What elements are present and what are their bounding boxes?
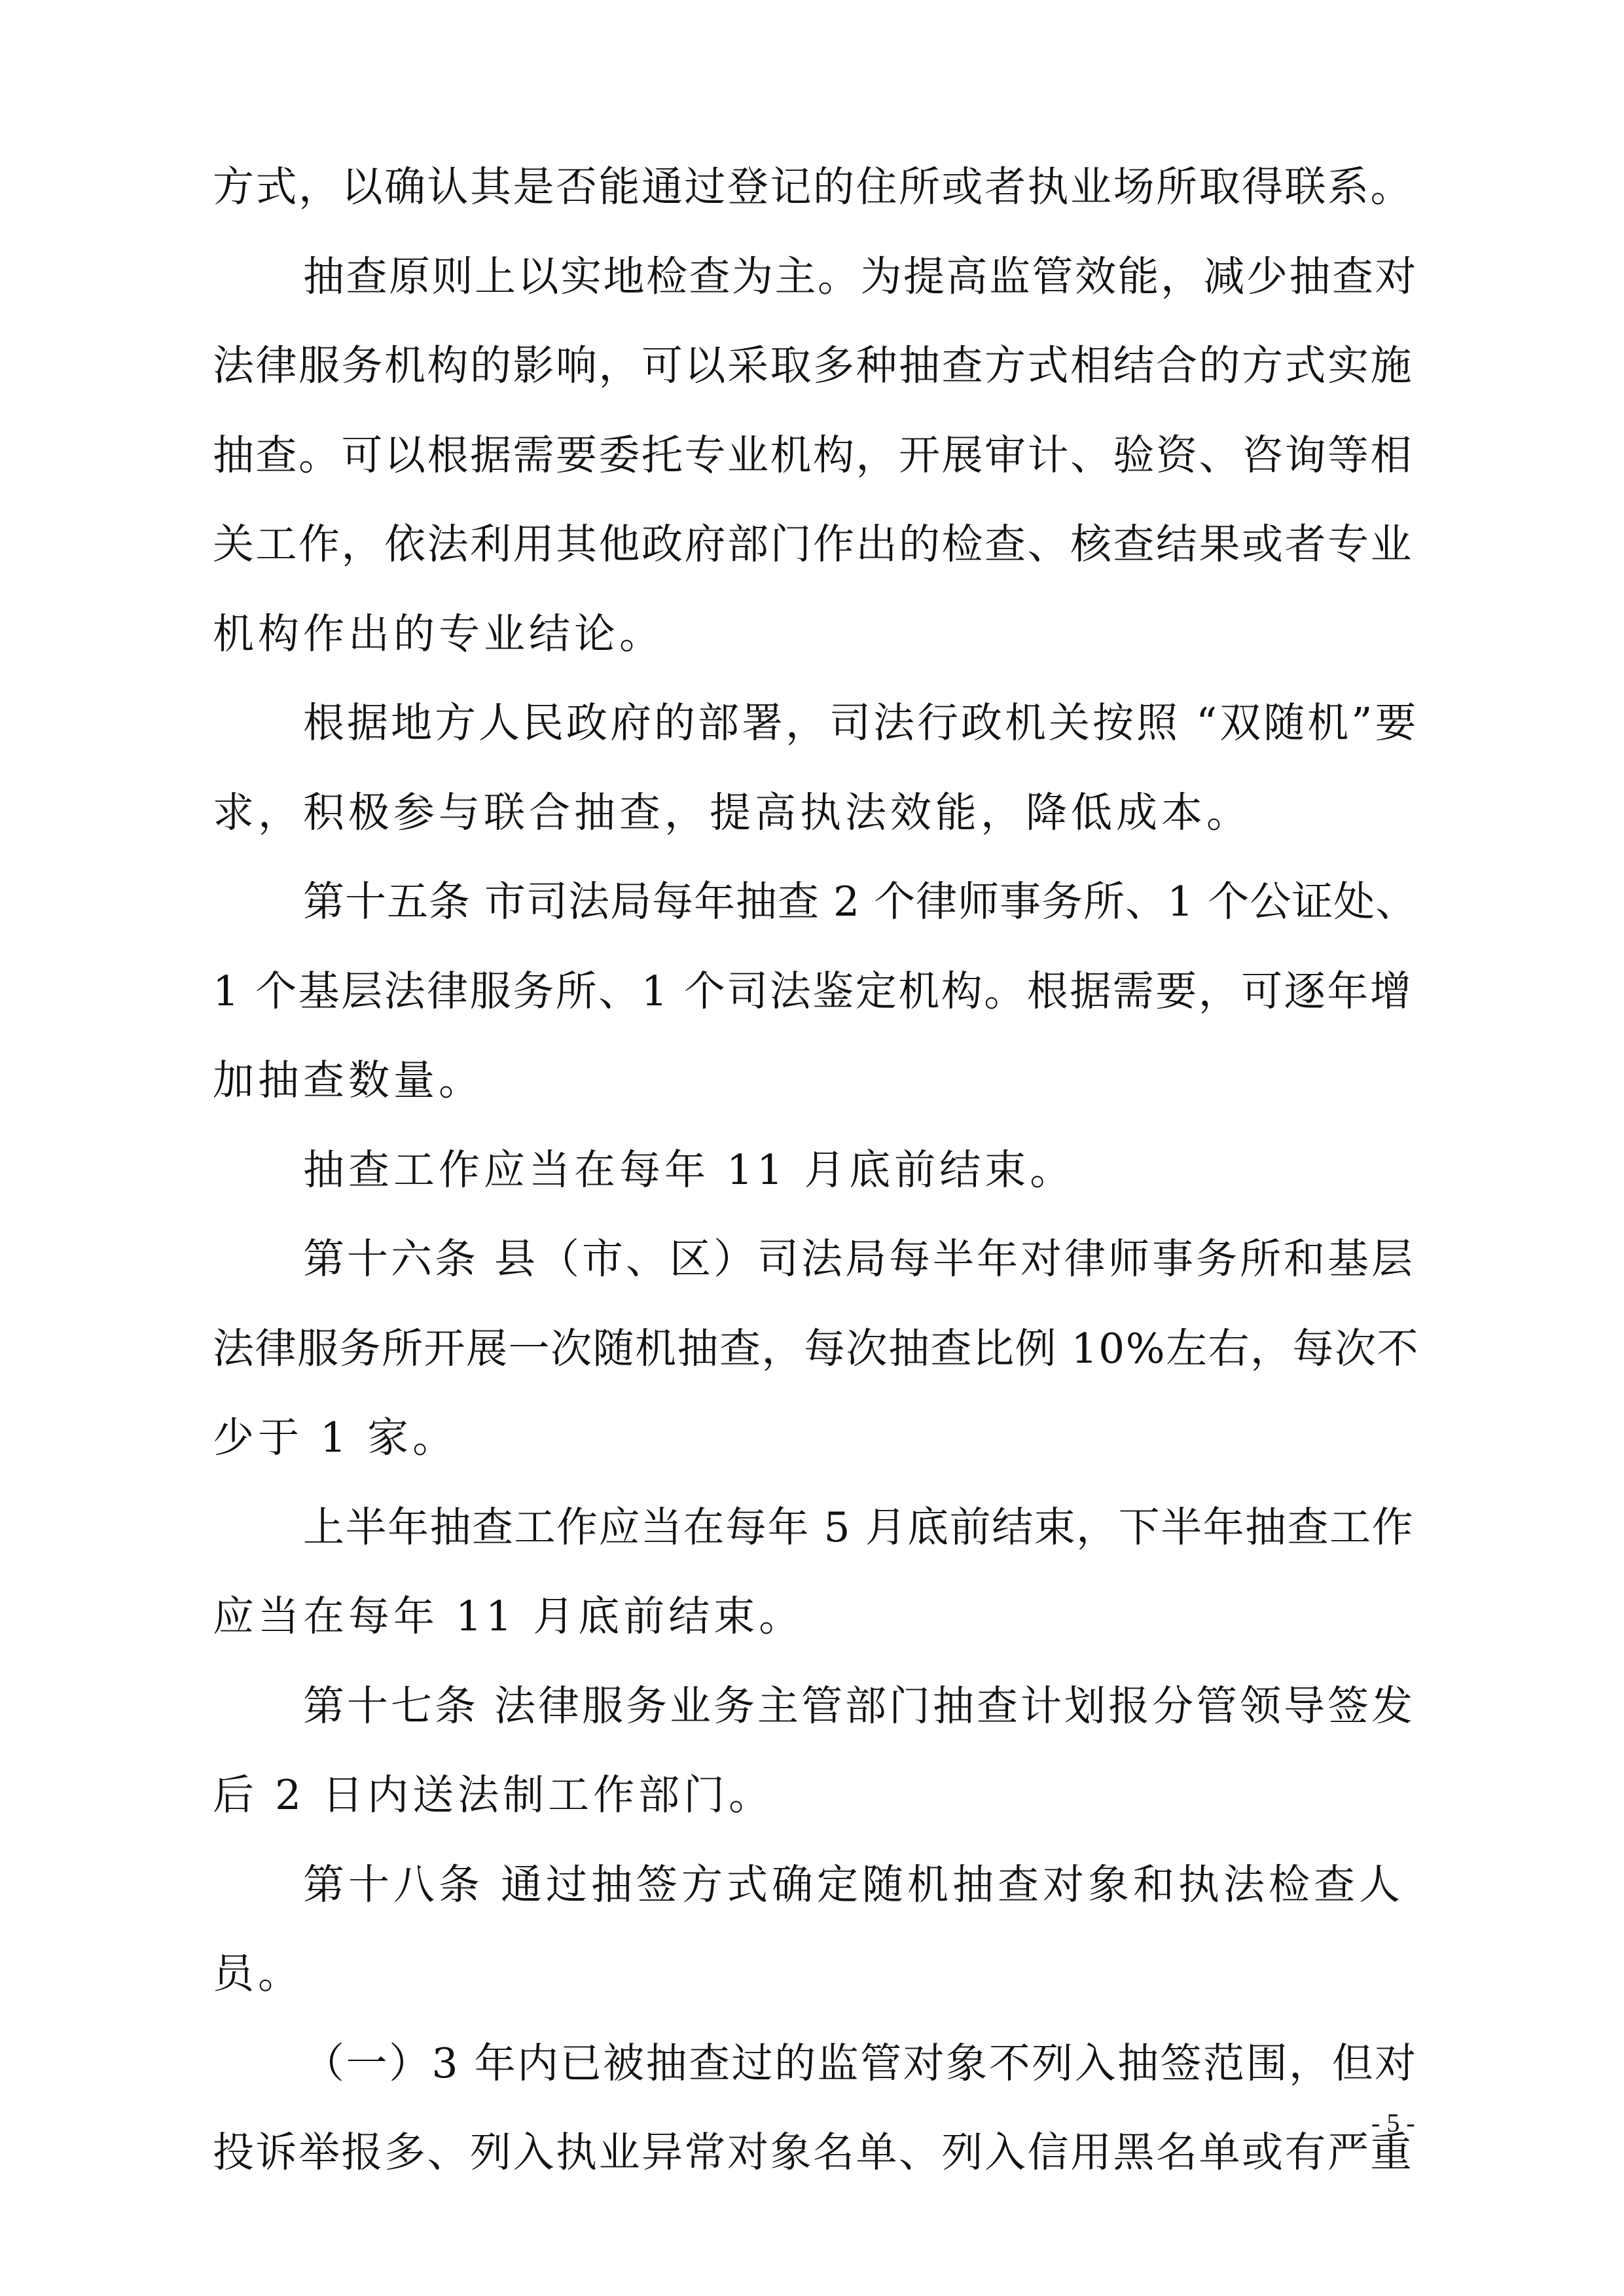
text-line: 求，积极参与联合抽查，提高执法效能，降低成本。 xyxy=(213,788,1252,836)
body-text xyxy=(213,143,1420,2198)
text-line: 抽查。可以根据需要委托专业机构，开展审计、验资、咨询等相 xyxy=(213,431,1413,479)
text-line: 机构作出的专业结论。 xyxy=(213,609,664,658)
text-line: 1 个基层法律服务所、1 个司法鉴定机构。根据需要，可逐年增 xyxy=(213,967,1413,1015)
text-line: 根据地方人民政府的部署，司法行政机关按照 “双随机”要 xyxy=(303,699,1419,747)
text-line: 后 2 日内送法制工作部门。 xyxy=(213,1771,774,1819)
text-line: 抽查工作应当在每年 11 月底前结束。 xyxy=(303,1145,1075,1194)
text-line: 第十七条 法律服务业务主管部门抽查计划报分管领导签发 xyxy=(303,1681,1416,1730)
text-line: 第十六条 县（市、区）司法局每半年对律师事务所和基层 xyxy=(303,1235,1416,1283)
text-line: 法律服务机构的影响，可以采取多种抽查方式相结合的方式实施 xyxy=(213,342,1413,389)
text-line: 第十五条 市司法局每年抽查 2 个律师事务所、1 个公证处、 xyxy=(303,878,1418,925)
text-line: 投诉举报多、列入执业异常对象名单、列入信用黑名单或有严重 xyxy=(213,2128,1413,2176)
text-line: 加抽查数量。 xyxy=(213,1056,484,1104)
text-line: 少于 1 家。 xyxy=(213,1414,458,1462)
page-number: - 5 - xyxy=(1371,2108,1415,2138)
text-line: 关工作，依法利用其他政府部门作出的检查、核查结果或者专业 xyxy=(213,520,1413,568)
text-line: 员。 xyxy=(213,1950,303,1998)
text-line: 应当在每年 11 月底前结束。 xyxy=(213,1592,804,1640)
text-line: （一）3 年内已被抽查过的监管对象不列入抽签范围，但对 xyxy=(303,2039,1418,2087)
text-line: 法律服务所开展一次随机抽查，每次抽查比例 10%左右，每次不 xyxy=(213,1324,1420,1372)
text-line: 第十八条 通过抽签方式确定随机抽查对象和执法检查人 xyxy=(303,1860,1405,1909)
text-line: 方式，以确认其是否能通过登记的住所或者执业场所取得联系。 xyxy=(213,163,1413,211)
text-line: 抽查原则上以实地检查为主。为提高监管效能，减少抽查对 xyxy=(303,252,1418,300)
text-line: 上半年抽查工作应当在每年 5 月底前结束，下半年抽查工作 xyxy=(303,1503,1415,1551)
